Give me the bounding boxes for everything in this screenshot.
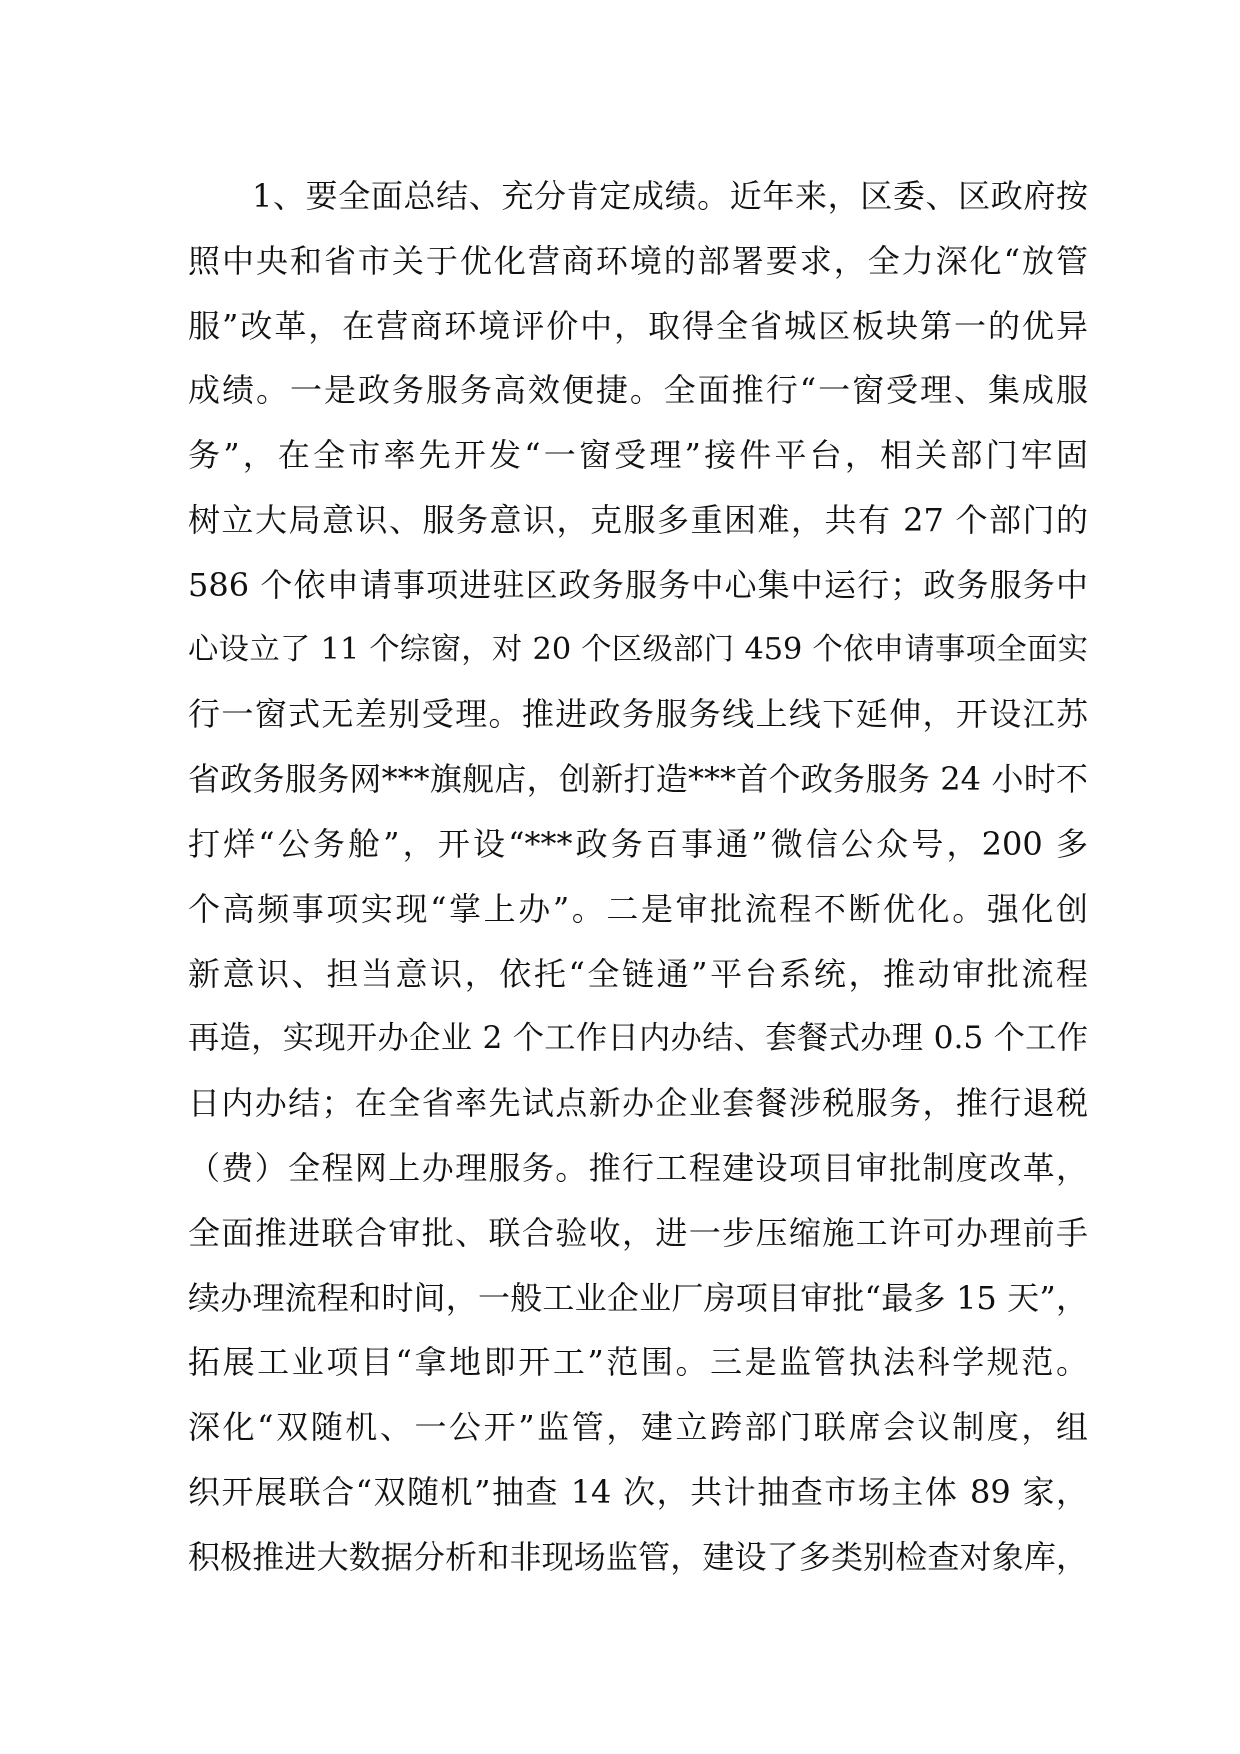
text-line: 积极推进大数据分析和非现场监管，建设了多类别检查对象库，: [188, 1537, 1088, 1576]
text-line: 心设立了 11 个综窗，对 20 个区级部门 459 个依申请事项全面实: [188, 631, 1088, 667]
text-line: 服”改革，在营商环境评价中，取得全省城区板块第一的优异: [188, 306, 1088, 345]
body-paragraph: [188, 164, 1088, 1590]
text-line: 拓展工业项目“拿地即开工”范围。三是监管执法科学规范。: [188, 1343, 1088, 1382]
text-line: 新意识、担当意识，依托“全链通”平台系统，推动审批流程: [188, 954, 1088, 993]
text-line: 务”，在全市率先开发“一窗受理”接件平台，相关部门牢固: [188, 436, 1088, 475]
text-line: 照中央和省市关于优化营商环境的部署要求，全力深化“放管: [188, 241, 1088, 280]
text-line: 586 个依申请事项进驻区政务服务中心集中运行；政务服务中: [188, 565, 1088, 604]
text-line: 1、要全面总结、充分肯定成绩。近年来，区委、区政府按: [252, 177, 1088, 215]
text-line: （费）全程网上办理服务。推行工程建设项目审批制度改革，: [188, 1148, 1088, 1187]
text-line: 树立大局意识、服务意识，克服多重困难，共有 27 个部门的: [188, 500, 1088, 539]
text-line: 再造，实现开办企业 2 个工作日内办结、套餐式办理 0.5 个工作: [188, 1020, 1088, 1057]
text-line: 深化“双随机、一公开”监管，建立跨部门联席会议制度，组: [188, 1408, 1088, 1447]
text-line: 成绩。一是政务服务高效便捷。全面推行“一窗受理、集成服: [188, 371, 1088, 410]
text-line: 织开展联合“双随机”抽查 14 次，共计抽查市场主体 89 家，: [188, 1472, 1088, 1511]
text-line: 续办理流程和时间，一般工业企业厂房项目审批“最多 15 天”，: [188, 1278, 1088, 1317]
text-line: 省政务服务网***旗舰店，创新打造***首个政务服务 24 小时不: [188, 760, 1088, 799]
text-line: 打烊“公务舱”，开设“***政务百事通”微信公众号，200 多: [188, 824, 1088, 863]
text-line: 个高频事项实现“掌上办”。二是审批流程不断优化。强化创: [188, 889, 1088, 928]
text-line: 日内办结；在全省率先试点新办企业套餐涉税服务，推行退税: [188, 1084, 1088, 1123]
text-line: 全面推进联合审批、联合验收，进一步压缩施工许可办理前手: [188, 1213, 1088, 1252]
text-line: 行一窗式无差别受理。推进政务服务线上线下延伸，开设江苏: [188, 695, 1088, 734]
